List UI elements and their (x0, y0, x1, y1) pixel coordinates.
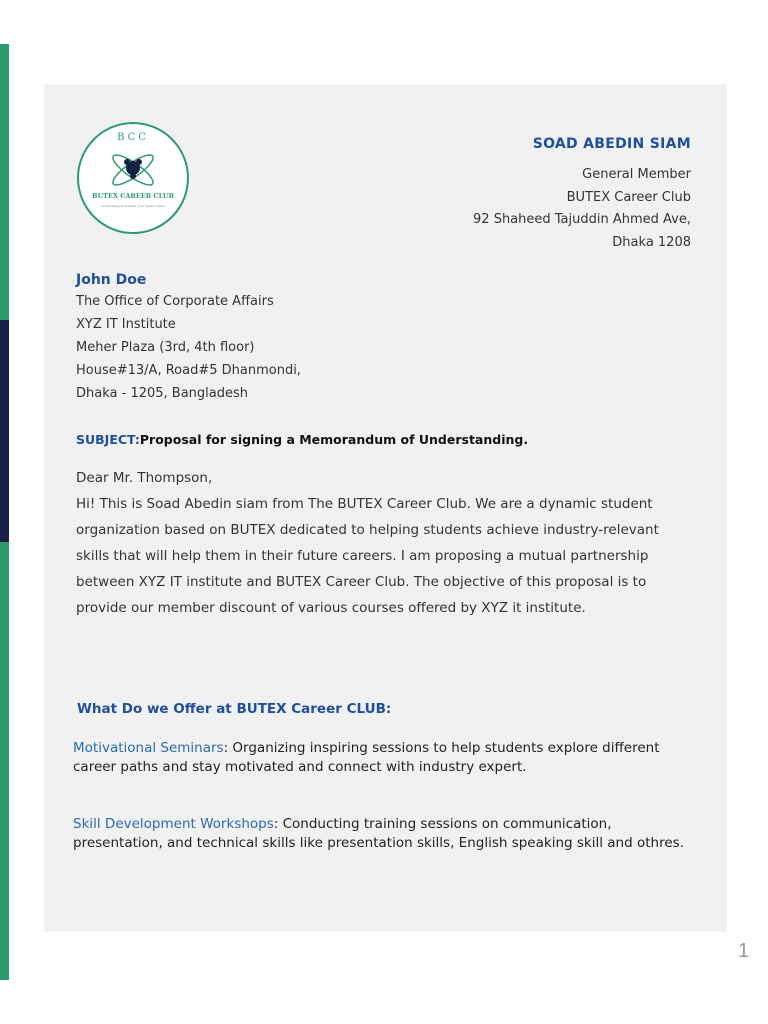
subject-line (76, 432, 528, 447)
recipient-building: Meher Plaza (3rd, 4th floor) (76, 340, 255, 355)
logo-tagline: accelerating to achieve your dream career (100, 204, 166, 208)
recipient-city: Dhaka - 1205, Bangladesh (76, 386, 249, 401)
sender-block (473, 136, 691, 254)
body-paragraph: Hi! This is Soad Abedin siam from The BUTEX Career Club. We are a dynamic student organization based on BUTEX dedicated to helping students achieve industry-relevant skills that will help them in their future careers. I am proposing a mutual partnership between XYZ IT institute and BUTEX Career Club. The objective of this proposal is to provide our member discount of various courses offered by XYZ it institute. (76, 496, 659, 616)
recipient-office: The Office of Corporate Affairs (76, 294, 274, 309)
sender-role: General Member (582, 167, 691, 182)
recipient-block (76, 270, 301, 405)
recipient-name: John Doe (76, 272, 147, 288)
letter-page (44, 84, 727, 932)
sender-street: 92 Shaheed Tajuddin Ahmed Ave, (473, 212, 691, 227)
logo-initials: BCC (117, 132, 149, 143)
sender-city: Dhaka 1208 (612, 234, 691, 250)
offer-item-seminars (73, 739, 703, 776)
subject-label: SUBJECT: (76, 432, 140, 447)
subject-text: Proposal for signing a Memorandum of Understanding. (139, 432, 529, 447)
sender-organization: BUTEX Career Club (566, 189, 691, 205)
sender-name: SOAD ABEDIN SIAM (532, 136, 691, 152)
club-logo (77, 122, 189, 234)
recipient-street: House#13/A, Road#5 Dhanmondi, (76, 363, 301, 378)
page-number: 1 (738, 940, 750, 962)
side-accent-bar-dark (0, 320, 9, 542)
offer-item-workshops (73, 815, 703, 852)
salutation: Dear Mr. Thompson, (76, 470, 213, 486)
recipient-institute: XYZ IT Institute (76, 317, 176, 332)
offer-description: : Conducting training sessions on communication, presentation, and technical skills like presentation skills, English speaking skill and othres. (73, 816, 684, 851)
offer-heading: What Do we Offer at BUTEX Career CLUB: (77, 701, 392, 717)
offer-description: : Organizing inspiring sessions to help students explore different career paths and stay motivated and connect with industry expert. (73, 740, 660, 775)
logo-club-name: BUTEX CAREER CLUB (91, 192, 174, 200)
offer-title: Skill Development Workshops (73, 816, 274, 832)
offer-title: Motivational Seminars (73, 740, 224, 756)
